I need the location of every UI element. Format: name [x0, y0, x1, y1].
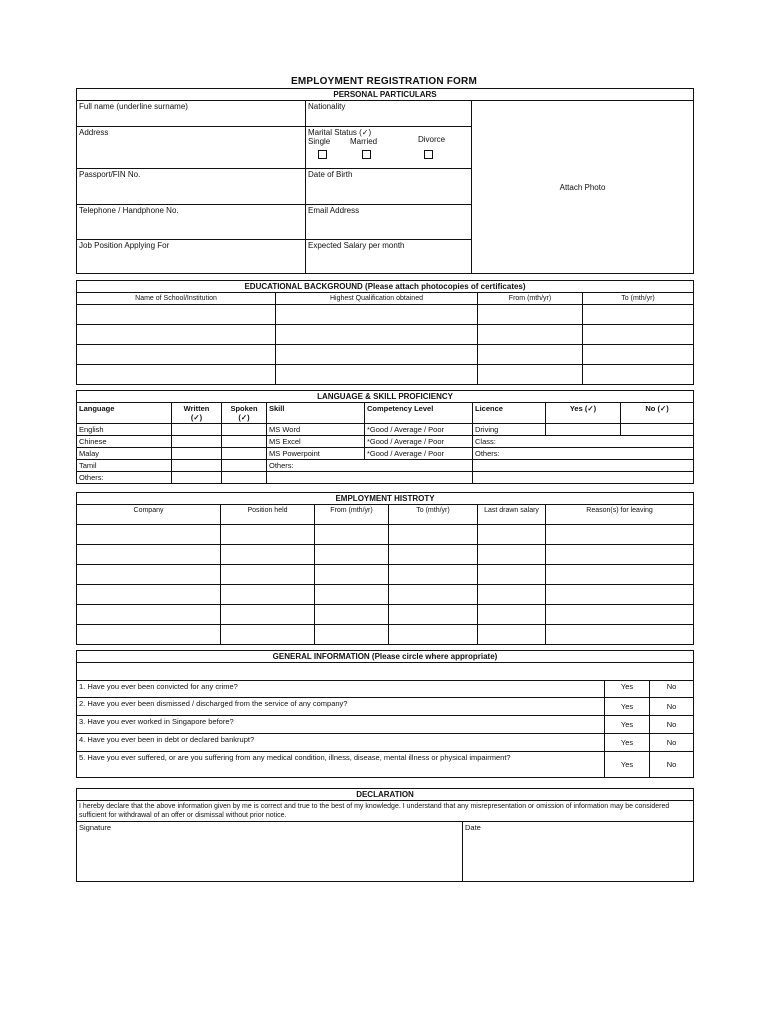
employment-cell[interactable]: [221, 625, 315, 645]
licence-driving: Driving: [473, 424, 546, 436]
question-3: 3. Have you ever worked in Singapore before?: [77, 716, 605, 734]
married-checkbox[interactable]: [362, 150, 371, 159]
answer-yes[interactable]: Yes: [605, 698, 650, 716]
answer-yes[interactable]: Yes: [605, 752, 650, 778]
personal-particulars-table: [76, 88, 694, 274]
education-cell[interactable]: [77, 345, 276, 365]
photo-area[interactable]: [472, 101, 694, 274]
employment-cell[interactable]: [221, 605, 315, 625]
employment-cell[interactable]: [221, 565, 315, 585]
job-position-field[interactable]: [77, 240, 306, 274]
single-label: Single: [308, 137, 331, 146]
written-check[interactable]: [172, 460, 222, 472]
employment-cell[interactable]: [546, 565, 694, 585]
employment-cell[interactable]: [77, 605, 221, 625]
language-others[interactable]: Others:: [77, 472, 172, 484]
skill-ms-powerpoint: MS Powerpoint: [267, 448, 365, 460]
question-2: 2. Have you ever been dismissed / discharged from the service of any company?: [77, 698, 605, 716]
employment-cell[interactable]: [478, 565, 546, 585]
declaration-header: DECLARATION: [77, 789, 694, 801]
written-check[interactable]: [172, 436, 222, 448]
licence-no-cell[interactable]: [621, 424, 694, 436]
employment-cell[interactable]: [221, 545, 315, 565]
date-field[interactable]: [463, 822, 694, 882]
marital-status-field: [306, 127, 472, 169]
form-title: EMPLOYMENT REGISTRATION FORM: [291, 76, 477, 87]
education-cell[interactable]: [276, 305, 478, 325]
nationality-label: Nationality: [308, 102, 346, 111]
employment-cell[interactable]: [478, 625, 546, 645]
employment-cell[interactable]: [77, 565, 221, 585]
education-cell[interactable]: [478, 365, 583, 385]
col-competency: Competency Level: [365, 403, 473, 424]
general-information-table: [76, 650, 694, 778]
employment-cell[interactable]: [546, 605, 694, 625]
email-field[interactable]: [306, 205, 472, 240]
employment-col-to: To (mth/yr): [389, 505, 478, 525]
language-english: English: [77, 424, 172, 436]
spoken-check[interactable]: [222, 424, 267, 436]
answer-no[interactable]: No: [650, 716, 694, 734]
education-cell[interactable]: [276, 345, 478, 365]
answer-no[interactable]: No: [650, 752, 694, 778]
employment-cell[interactable]: [389, 565, 478, 585]
employment-cell[interactable]: [389, 625, 478, 645]
employment-cell[interactable]: [546, 545, 694, 565]
education-cell[interactable]: [583, 305, 694, 325]
education-cell[interactable]: [478, 345, 583, 365]
skill-ms-excel: MS Excel: [267, 436, 365, 448]
col-language: Language: [77, 403, 172, 424]
col-spoken: Spoken (✓): [222, 403, 267, 424]
employment-cell[interactable]: [389, 605, 478, 625]
dob-label: Date of Birth: [308, 170, 353, 179]
expected-salary-field[interactable]: [306, 240, 472, 274]
education-cell[interactable]: [77, 305, 276, 325]
address-field[interactable]: [77, 127, 306, 169]
dob-field[interactable]: [306, 169, 472, 205]
spoken-check[interactable]: [222, 472, 267, 484]
employment-cell[interactable]: [77, 585, 221, 605]
question-4: 4. Have you ever been in debt or declared bankrupt?: [77, 734, 605, 752]
question-1: 1. Have you ever been convicted for any crime?: [77, 681, 605, 698]
employment-cell[interactable]: [315, 525, 389, 545]
education-cell[interactable]: [583, 325, 694, 345]
personal-header: PERSONAL PARTICULARS: [77, 89, 694, 101]
employment-cell[interactable]: [315, 625, 389, 645]
education-cell[interactable]: [77, 325, 276, 345]
expected-salary-label: Expected Salary per month: [308, 241, 405, 250]
employment-cell[interactable]: [546, 525, 694, 545]
language-malay: Malay: [77, 448, 172, 460]
employment-cell[interactable]: [478, 585, 546, 605]
education-cell[interactable]: [583, 365, 694, 385]
employment-col-salary: Last drawn salary: [478, 505, 546, 525]
education-table: [76, 280, 694, 385]
language-tamil: Tamil: [77, 460, 172, 472]
education-col-school: Name of School/Institution: [77, 293, 276, 305]
employment-cell[interactable]: [546, 585, 694, 605]
employment-cell[interactable]: [478, 545, 546, 565]
employment-cell[interactable]: [478, 605, 546, 625]
divorce-label: Divorce: [418, 135, 446, 144]
col-yes: Yes (✓): [546, 403, 621, 424]
answer-yes[interactable]: Yes: [605, 734, 650, 752]
answer-yes[interactable]: Yes: [605, 716, 650, 734]
education-cell[interactable]: [583, 345, 694, 365]
employment-col-company: Company: [77, 505, 221, 525]
passport-label: Passport/FIN No.: [79, 170, 141, 179]
licence-class[interactable]: Class:: [473, 436, 694, 448]
attach-photo-label: Attach Photo: [559, 182, 606, 192]
education-cell[interactable]: [478, 325, 583, 345]
licence-others[interactable]: Others:: [473, 448, 694, 460]
employment-cell[interactable]: [221, 585, 315, 605]
employment-cell[interactable]: [315, 605, 389, 625]
education-col-to: To (mth/yr): [583, 293, 694, 305]
competency-level[interactable]: *Good / Average / Poor: [365, 436, 473, 448]
col-licence: Licence: [473, 403, 546, 424]
employment-cell[interactable]: [315, 585, 389, 605]
licence-blank[interactable]: [473, 472, 694, 484]
written-check[interactable]: [172, 424, 222, 436]
spoken-check[interactable]: [222, 460, 267, 472]
spoken-check[interactable]: [222, 436, 267, 448]
education-header: EDUCATIONAL BACKGROUND (Please attach photocopies of certificates): [77, 281, 694, 293]
email-label: Email Address: [308, 206, 360, 215]
employment-cell[interactable]: [389, 545, 478, 565]
employment-cell[interactable]: [315, 565, 389, 585]
answer-no[interactable]: No: [650, 698, 694, 716]
nationality-field[interactable]: [306, 101, 472, 127]
education-cell[interactable]: [77, 365, 276, 385]
employment-cell[interactable]: [546, 625, 694, 645]
skill-others[interactable]: Others:: [267, 460, 473, 472]
licence-yes-cell[interactable]: [546, 424, 621, 436]
declaration-text: I hereby declare that the above information given by me is correct and true to the best of my knowledge. I understand that any misrepresentation or omission of information may be considered sufficient for withdrawal of an offer or dismissal without prior notice.: [77, 801, 694, 822]
address-label: Address: [79, 128, 109, 137]
col-written: Written (✓): [172, 403, 222, 424]
education-cell[interactable]: [276, 325, 478, 345]
employment-cell[interactable]: [315, 545, 389, 565]
employment-col-from: From (mth/yr): [315, 505, 389, 525]
col-skill: Skill: [267, 403, 365, 424]
employment-col-position: Position held: [221, 505, 315, 525]
signature-label: Signature: [79, 823, 112, 832]
general-blank-row: [77, 663, 694, 681]
telephone-label: Telephone / Handphone No.: [79, 206, 179, 215]
employment-history-table: [76, 492, 694, 645]
employment-header: EMPLOYMENT HISTROTY: [77, 493, 694, 505]
divorce-checkbox[interactable]: [424, 150, 433, 159]
education-cell[interactable]: [478, 305, 583, 325]
education-col-qualification: Highest Qualification obtained: [276, 293, 478, 305]
answer-yes[interactable]: Yes: [605, 681, 650, 698]
answer-no[interactable]: No: [650, 734, 694, 752]
employment-cell[interactable]: [77, 625, 221, 645]
full-name-label: Full name (underline surname): [79, 102, 188, 111]
marital-status-label: Marital Status (✓): [308, 128, 372, 137]
employment-cell[interactable]: [77, 545, 221, 565]
skill-blank[interactable]: [267, 472, 473, 484]
language-skill-table: [76, 390, 694, 484]
language-chinese: Chinese: [77, 436, 172, 448]
col-no: No (✓): [621, 403, 694, 424]
single-checkbox[interactable]: [318, 150, 327, 159]
employment-cell[interactable]: [478, 525, 546, 545]
employment-cell[interactable]: [77, 525, 221, 545]
skill-ms-word: MS Word: [267, 424, 365, 436]
spoken-check[interactable]: [222, 448, 267, 460]
language-header: LANGUAGE & SKILL PROFICIENCY: [77, 391, 694, 403]
employment-col-reason: Reason(s) for leaving: [546, 505, 694, 525]
passport-field[interactable]: [77, 169, 306, 205]
date-label: Date: [465, 823, 481, 832]
written-check[interactable]: [172, 448, 222, 460]
licence-blank[interactable]: [473, 460, 694, 472]
competency-level[interactable]: *Good / Average / Poor: [365, 448, 473, 460]
education-cell[interactable]: [276, 365, 478, 385]
general-header: GENERAL INFORMATION (Please circle where appropriate): [77, 651, 694, 663]
written-check[interactable]: [172, 472, 222, 484]
employment-cell[interactable]: [389, 525, 478, 545]
question-5: 5. Have you ever suffered, or are you suffering from any medical condition, illness, disease, mental illness or physical impairment?: [77, 752, 605, 778]
education-col-from: From (mth/yr): [478, 293, 583, 305]
telephone-field[interactable]: [77, 205, 306, 240]
answer-no[interactable]: No: [650, 681, 694, 698]
employment-cell[interactable]: [221, 525, 315, 545]
competency-level[interactable]: *Good / Average / Poor: [365, 424, 473, 436]
job-position-label: Job Position Applying For: [79, 241, 170, 250]
employment-cell[interactable]: [389, 585, 478, 605]
declaration-table: [76, 788, 694, 882]
full-name-field[interactable]: [77, 101, 306, 127]
signature-field[interactable]: [77, 822, 463, 882]
married-label: Married: [350, 137, 378, 146]
